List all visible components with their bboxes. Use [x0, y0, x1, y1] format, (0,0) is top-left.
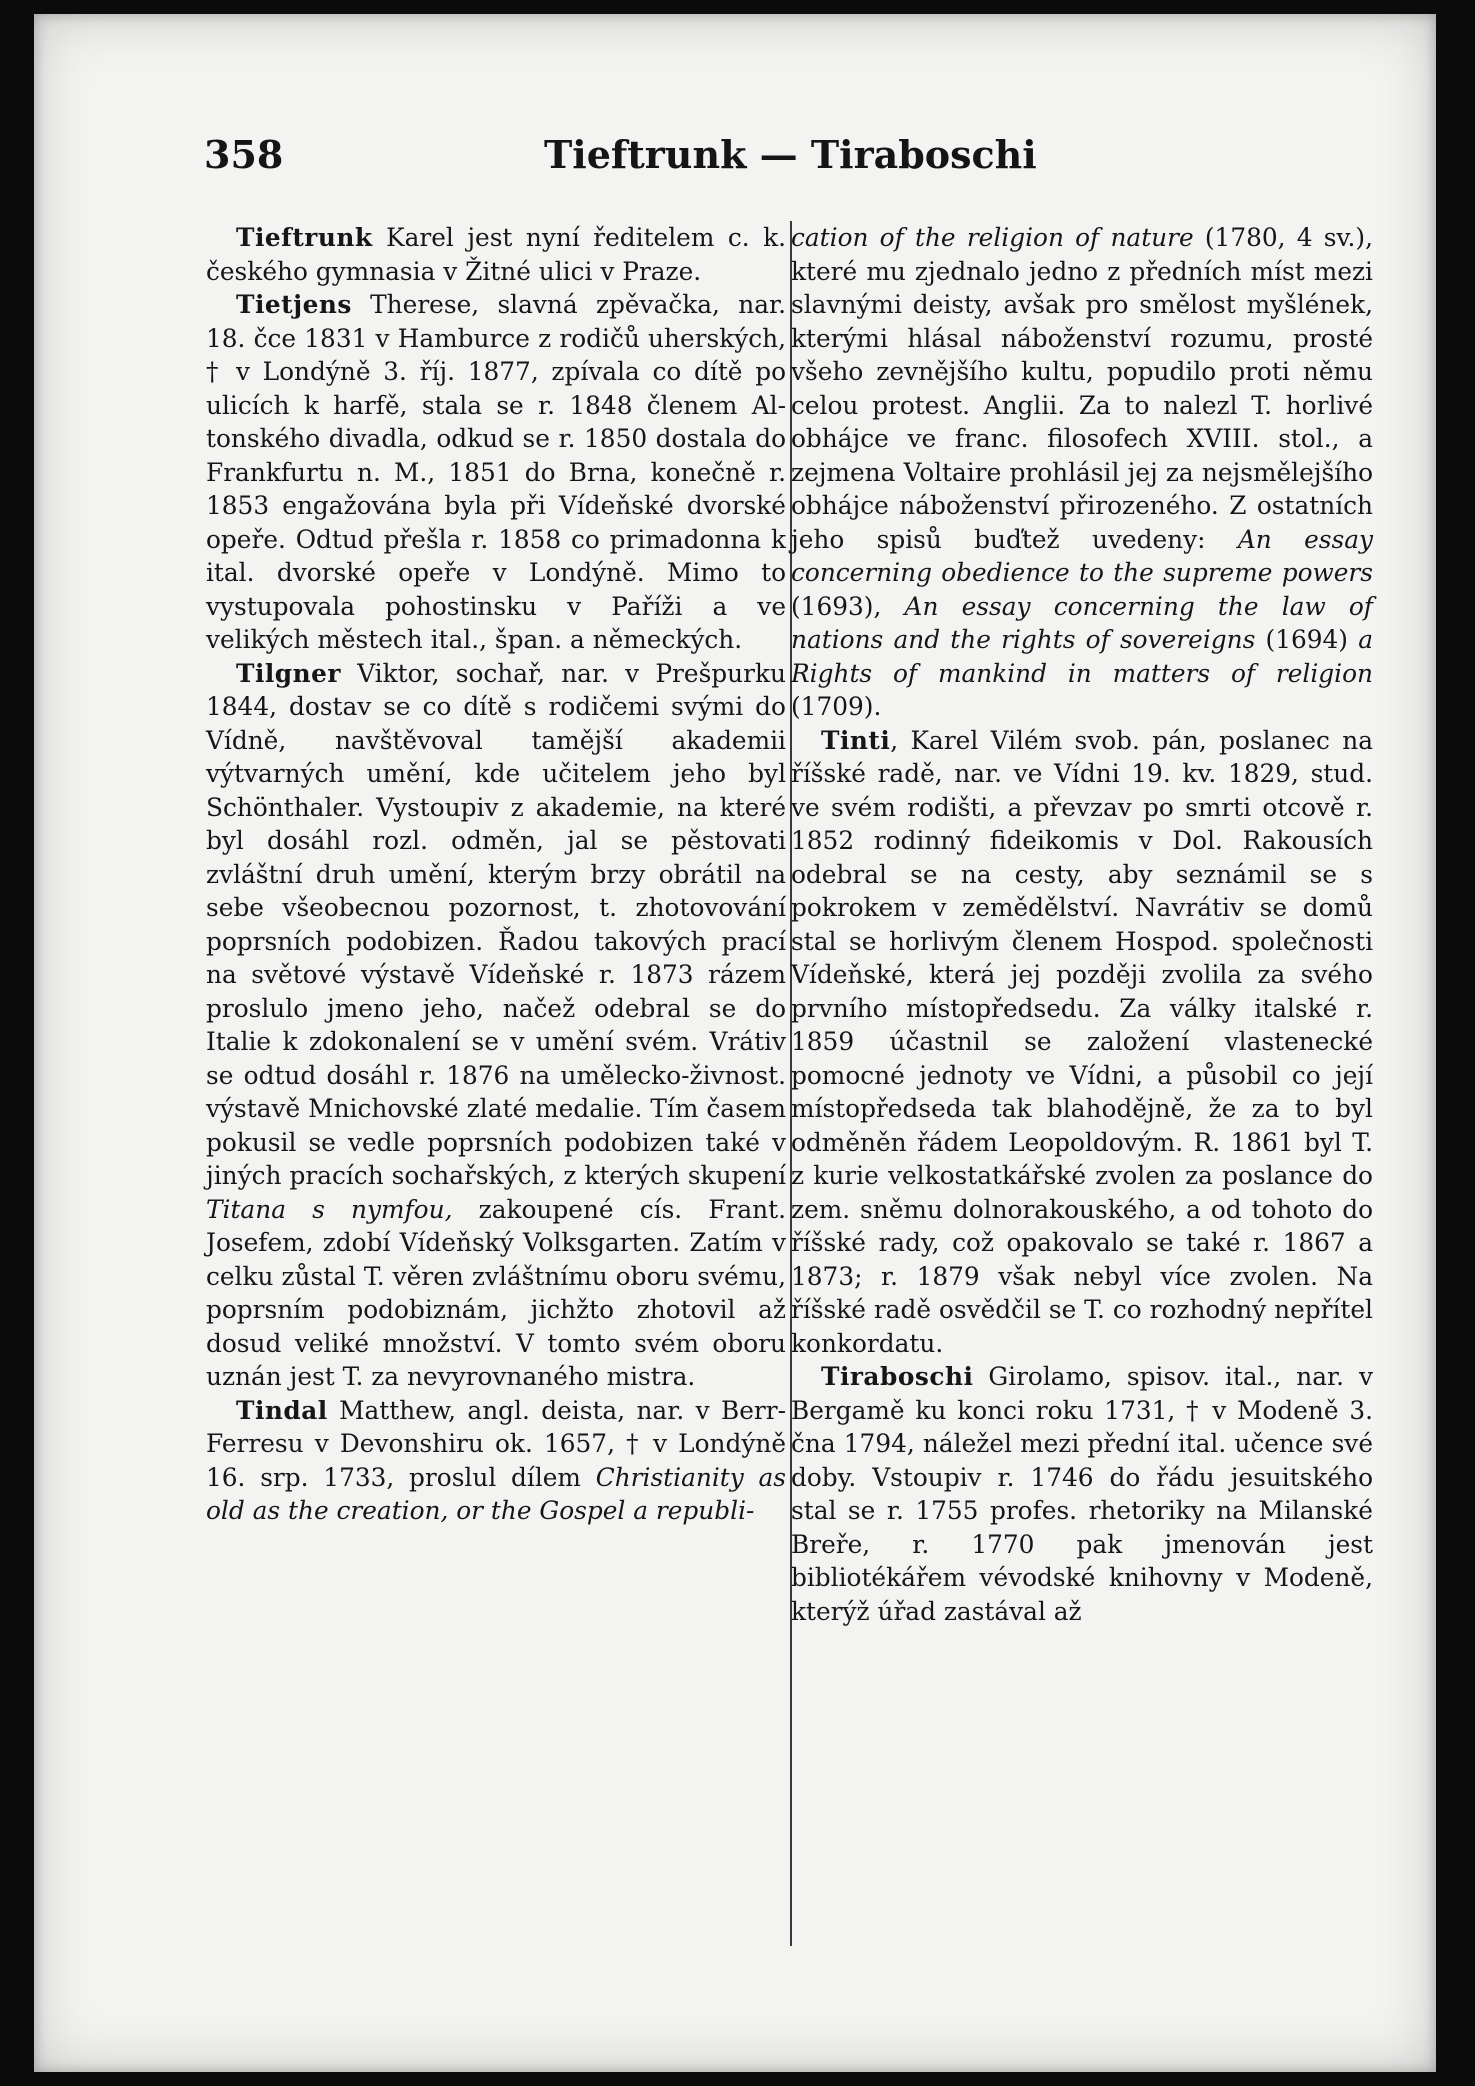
entry-text: , Karel Vilém svob. pán, poslanec na říšské radě, nar. ve Vídni 19. kv. 1829, stud. ve svém rodišti, a převzav po smrti otcově r. 1852 rodinný fideikomis v Dol. Rakousích odebral se na cesty, aby seznámil se s pokrokem v zemědělství. Navrátiv se domů stal se horlivým členem Hospod. společnosti Vídeňské, která jej později zvolila za svého prvního místopředsedu. Za války italské r. 1859 účastnil se založení vlastenecké pomocné jednoty ve Vídni, a působil co její místopředseda tak blahodějně, že za to byl odměněn řádem Leopoldovým. R. 1861 byl T. z kurie velkostatkářské zvolen za poslance do zem. sněmu dolnorakouského, a od tohoto do říšské rady, což opakovalo se také r. 1867 a 1873; r. 1879 však nebyl více zvolen. Na říšské radě osvědčil se T. co rozhodný nepřítel konkordatu. — [791, 725, 1373, 1358]
entry-text: Viktor, sochař, nar. v Prešpurku 1844, dostav se co dítě s rodičemi svými do Vídně, navštěvoval tamější akademii výtvarných umění, kde učitelem jeho byl Schönthaler. Vystoupiv z akademie, na které byl dosáhl rozl. odměn, jal se pěstovati zvláštní druh umění, kterým brzy obrátil na sebe všeobecnou pozornost, t. zhotovování poprsních podobizen. Řadou takových prací na světové výstavě Vídeňské r. 1873 rázem proslulo jmeno jeho, načež odebral se do Italie k zdokonalení se v umění svém. Vrátiv se odtud dosáhl r. 1876 na umělecko-živnost. výstavě Mnichovské zlaté medalie. Tím časem pokusil se vedle poprsních podobizen také v jiných pracích sochařských, z kterých skupení — [206, 658, 786, 1190]
headword: Tinti — [821, 725, 891, 755]
entry-text: (1693), — [791, 591, 905, 621]
entry-text: zakoupené cís. Frant. Josefem, zdobí Vídeňský Volksgarten. Zatím v celku zůstal T. věren zvláštnímu oboru svému, poprsním podobiznám, jichžto zhotovil až dosud veliké množství. V tomto svém oboru uznán jest T. za nevyrovnaného mistra. — [206, 1194, 786, 1391]
work-title: An essay concerning obedience to the supreme powers — [791, 524, 1373, 587]
entry-text: Matthew, angl. deista, nar. v Berr-Ferresu v Devonshiru ok. 1657, † v Londýně 16. srp. 1733, proslul dílem — [206, 1395, 786, 1492]
page-number: 358 — [204, 132, 284, 177]
entry-text: Karel jest nyní ředitelem c. k. českého gymnasia v Žitné ulici v Praze. — [206, 223, 786, 286]
entry-tieftrunk — [206, 221, 786, 288]
entry-text: (1780, 4 sv.), které mu zjednalo jedno z předních míst mezi slavnými deisty, avšak pro smělost myšlének, kterými hlásal náboženství rozumu, prosté všeho zevnějšího kultu, popudilo proti němu celou protest. Anglii. Za to nalezl T. horlivé obhájce ve franc. filosofech XVIII. stol., a zejmena Voltaire prohlásil jej za nejsmělejšího obhájce náboženství přirozeného. Z ostatních jeho spisů buďtež uvedeny: — [791, 223, 1373, 554]
work-title: An essay concerning the law of nations and the rights of sovereigns — [791, 591, 1373, 654]
entry-tiraboschi — [791, 1360, 1373, 1628]
headword: Tilgner — [236, 658, 342, 688]
running-title: Tieftrunk — Tiraboschi — [544, 132, 1037, 177]
entry-tilgner — [206, 657, 786, 1394]
entry-text: Girolamo, spisov. ital., nar. v Bergamě ku konci roku 1731, † v Modeně 3. čna 1794, náležel mezi přední ital. učence své doby. Vstoupiv r. 1746 do řádu jesuitského stal se r. 1755 profes. rhetoriky na Milanské Breře, r. 1770 pak jmenován jest bibliotékářem vévodské knihovny v Modeně, kterýž úřad zastával až — [791, 1362, 1373, 1626]
work-title: a Rights of mankind in matters of religion — [791, 625, 1373, 688]
headword: Tiraboschi — [821, 1362, 974, 1391]
headword: Tietjens — [236, 290, 352, 319]
entry-text: (1709). — [791, 692, 882, 721]
entry-tietjens — [206, 288, 786, 657]
entry-tindal-continued — [791, 221, 1373, 724]
entry-tinti — [791, 724, 1373, 1361]
dictionary-page — [34, 14, 1436, 2072]
left-column — [206, 221, 786, 1528]
entry-text: Therese, slavná zpěvačka, nar. 18. čce 1831 v Hamburce z rodičů uherských, † v Londýně 3. říj. 1877, zpívala co dítě po ulicích k harfě, stala se r. 1848 členem Altonského divadla, odkud se r. 1850 dostala do Frankfurtu n. M., 1851 do Brna, konečně r. 1853 engažována byla při Vídeňské dvorské opeře. Odtud přešla r. 1858 co primadonna k ital. dvorské opeře v Londýně. Mimo to vystupovala pohostinsku v Paříži a ve velikých městech ital., špan. a německých. — [206, 290, 786, 654]
entry-tindal — [206, 1394, 786, 1528]
work-title: Christianity as old as the creation, or the Gospel a republi- — [206, 1462, 786, 1525]
right-column — [791, 221, 1373, 1628]
headword: Tindal — [236, 1395, 328, 1425]
page-header — [34, 132, 1436, 192]
work-title: Titana s nymfou, — [206, 1194, 453, 1224]
entry-text: (1694) — [1255, 625, 1359, 654]
headword: Tieftrunk — [236, 223, 373, 252]
work-title: cation of the religion of nature — [791, 223, 1194, 252]
